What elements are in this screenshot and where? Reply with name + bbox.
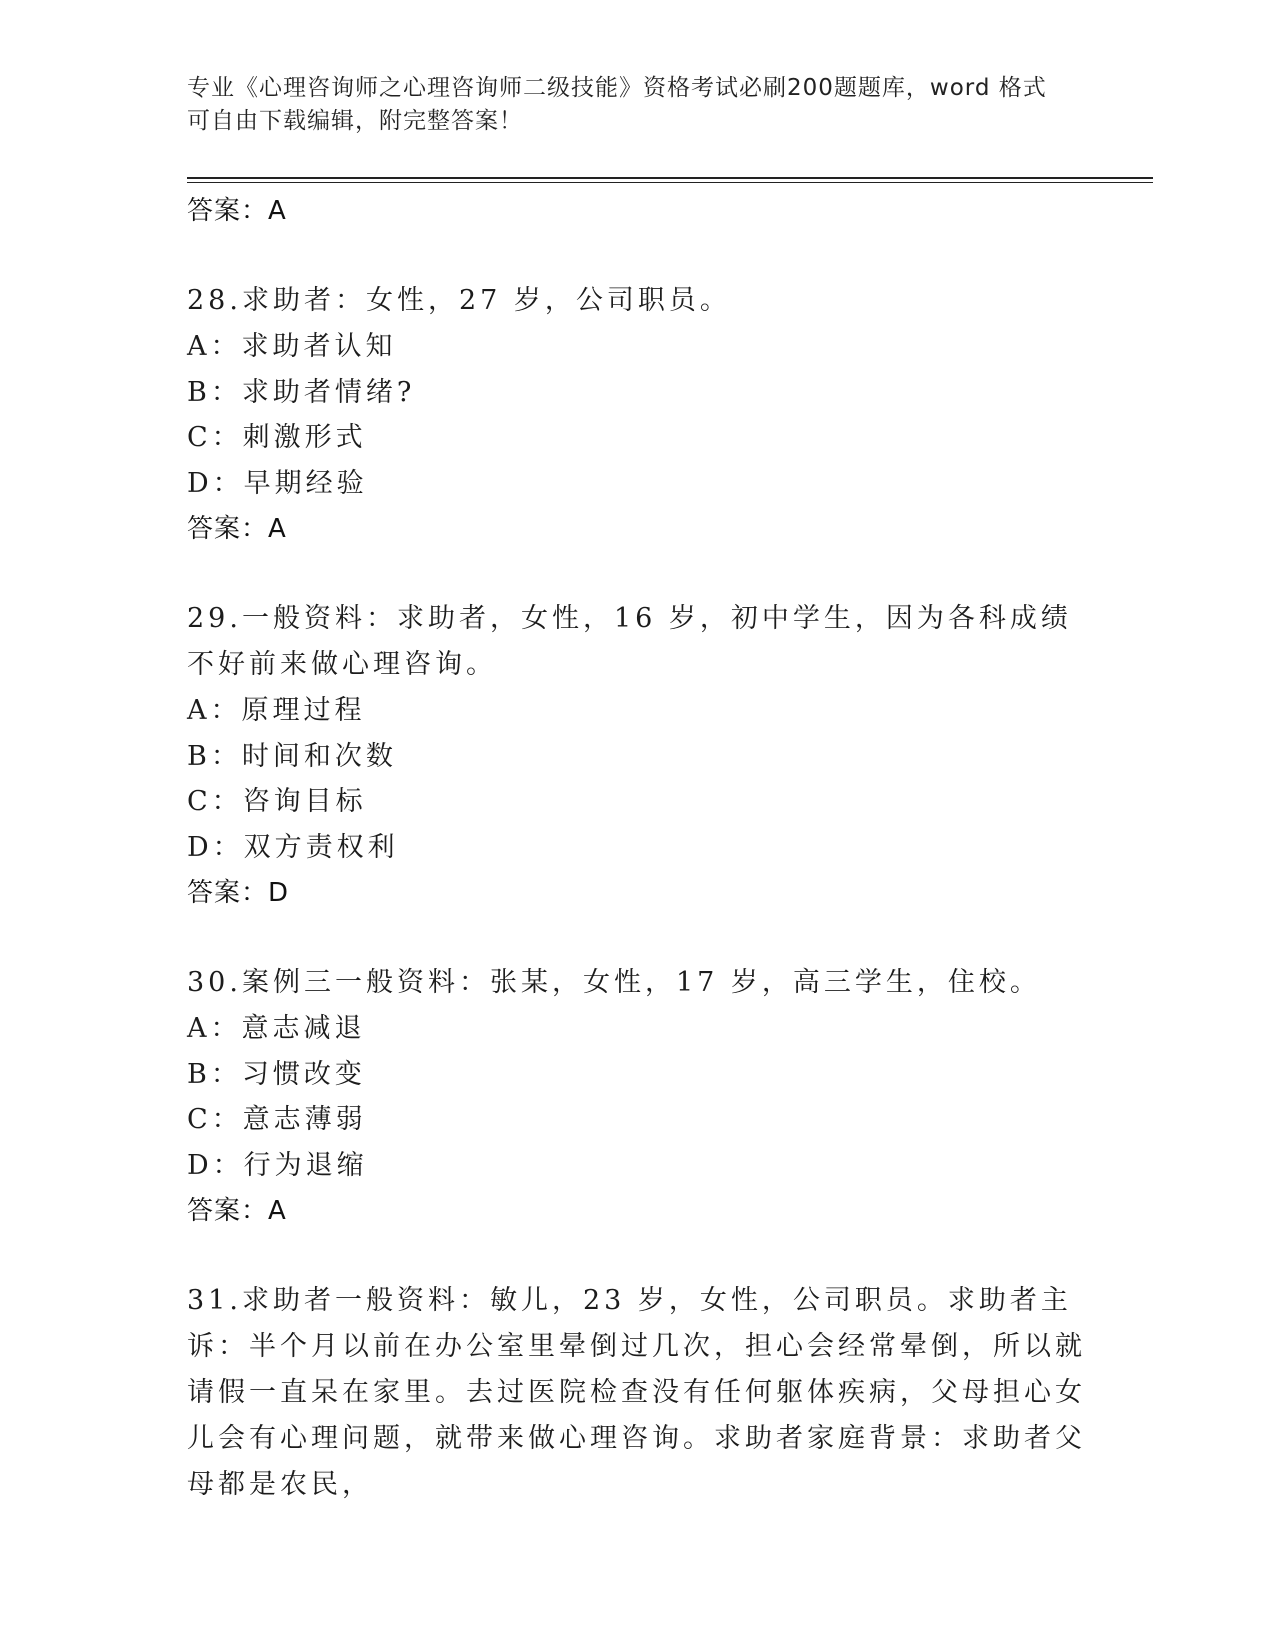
question-31 — [187, 1278, 1087, 1508]
option-c: C：刺激形式 — [187, 422, 367, 453]
option-a: A：原理过程 — [187, 695, 366, 726]
page-header — [187, 72, 1067, 138]
option-c: C：咨询目标 — [187, 786, 367, 817]
option-d: D：双方责权利 — [187, 831, 399, 863]
header-rule-thin — [187, 182, 1153, 183]
option-b: B：求助者情绪? — [187, 376, 416, 408]
previous-answer: 答案：A — [187, 196, 287, 226]
header-line-2: 可自由下载编辑，附完整答案！ — [187, 108, 523, 134]
option-a: A：意志减退 — [187, 1013, 366, 1044]
question-30 — [187, 960, 1087, 1234]
question-29 — [187, 596, 1087, 916]
option-b: B：习惯改变 — [187, 1058, 366, 1090]
option-d: D：行为退缩 — [187, 1149, 368, 1181]
option-c: C：意志薄弱 — [187, 1104, 367, 1135]
question-stem: 30.案例三一般资料：张某，女性，17 岁，高三学生，住校。 — [187, 967, 1041, 998]
question-stem: 31.求助者一般资料：敏儿，23 岁，女性，公司职员。求助者主诉：半个月以前在办公室里晕倒过几次，担心会经常晕倒，所以就请假一直呆在家里。去过医院检查没有任何躯体疾病，父母担心女儿会有心理问题，就带来做心理咨询。求助者家庭背景：求助者父母都是农民， — [187, 1285, 1086, 1500]
option-b: B：时间和次数 — [187, 740, 397, 772]
answer-line: 答案：A — [187, 514, 287, 544]
question-stem: 29.一般资料：求助者，女性，16 岁，初中学生，因为各科成绩不好前来做心理咨询。 — [187, 603, 1072, 680]
header-line-1: 专业《心理咨询师之心理咨询师二级技能》资格考试必刷200题题库，word 格式 — [187, 75, 1047, 101]
answer-line: 答案：D — [187, 878, 290, 908]
answer-line: 答案：A — [187, 1196, 287, 1226]
header-rule-thick — [187, 177, 1153, 179]
option-a: A：求助者认知 — [187, 331, 397, 362]
question-list — [187, 188, 1087, 1508]
question-stem: 28.求助者：女性，27 岁，公司职员。 — [187, 285, 731, 316]
question-28 — [187, 278, 1087, 552]
option-d: D：早期经验 — [187, 467, 368, 499]
